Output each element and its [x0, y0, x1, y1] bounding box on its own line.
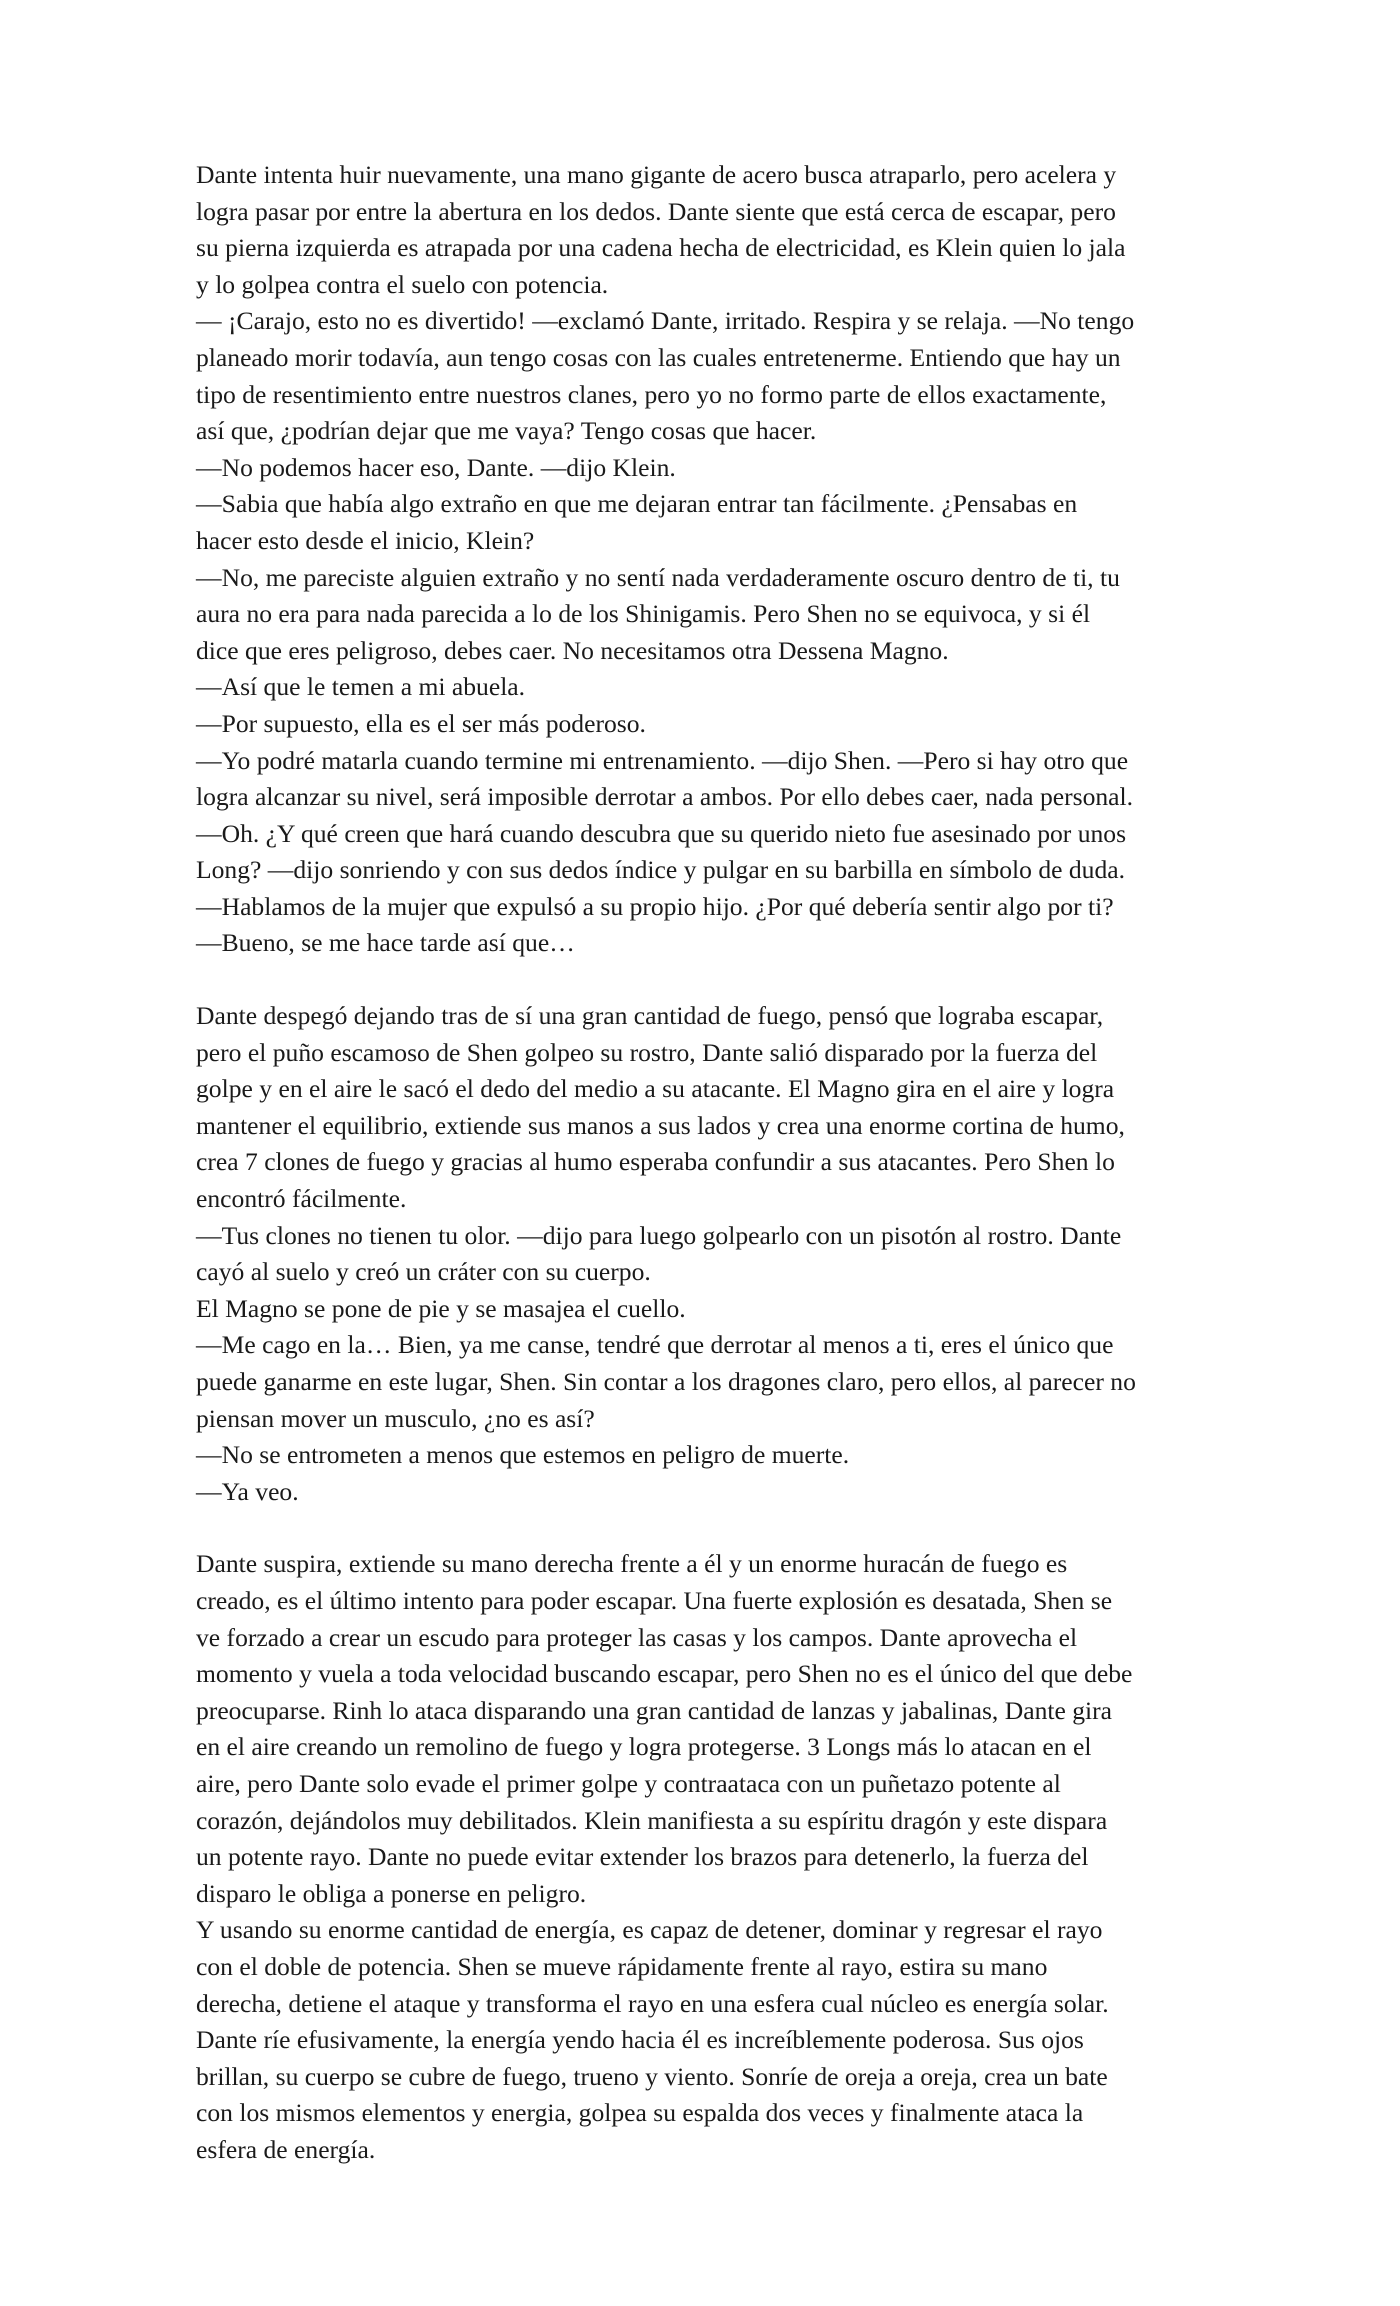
text-line: aura no era para nada parecida a lo de los Shinigamis. Pero Shen no se equivoca, y si él: [196, 599, 1091, 629]
text-line: —No, me pareciste alguien extraño y no sentí nada verdaderamente oscuro dentro de ti, tu: [196, 562, 1120, 592]
text-line: en el aire creando un remolino de fuego y logra protegerse. 3 Longs más lo atacan en el: [196, 1732, 1092, 1762]
text-line: así que, ¿podrían dejar que me vaya? Tengo cosas que hacer.: [196, 416, 817, 446]
text-line: y lo golpea contra el suelo con potencia.: [196, 269, 609, 299]
text-line: —Bueno, se me hace tarde así que…: [196, 928, 575, 958]
text-line: puede ganarme en este lugar, Shen. Sin contar a los dragones claro, pero ellos, al parecer no: [196, 1367, 1136, 1396]
text-line: — ¡Carajo, esto no es divertido! —exclamó Dante, irritado. Respira y se relaja. —No tengo: [196, 306, 1135, 336]
text-line: —Yo podré matarla cuando termine mi entrenamiento. —dijo Shen. —Pero si hay otro que: [196, 745, 1129, 775]
paragraph: [196, 1546, 1226, 1912]
text-line: brillan, su cuerpo se cubre de fuego, trueno y viento. Sonríe de oreja a oreja, crea un bate: [196, 2061, 1108, 2091]
text-line: Dante despegó dejando tras de sí una gran cantidad de fuego, pensó que lograba escapar,: [196, 1001, 1104, 1031]
paragraph: [196, 998, 1226, 1218]
text-line: hacer esto desde el inicio, Klein?: [196, 525, 535, 555]
text-line: dice que eres peligroso, debes caer. No necesitamos otra Dessena Magno.: [196, 635, 949, 665]
text-line: —Me cago en la… Bien, ya me canse, tendré que derrotar al menos a ti, eres el único que: [196, 1330, 1114, 1360]
paragraph: [196, 925, 1226, 962]
paragraph: [196, 1218, 1226, 1291]
text-line: —Así que le temen a mi abuela.: [196, 672, 526, 702]
paragraph: [196, 743, 1226, 816]
text-line: —Sabia que había algo extraño en que me dejaran entrar tan fácilmente. ¿Pensabas en: [196, 489, 1078, 519]
text-line: —Hablamos de la mujer que expulsó a su propio hijo. ¿Por qué debería sentir algo por ti?: [196, 891, 1114, 921]
text-line: Dante suspira, extiende su mano derecha frente a él y un enorme huracán de fuego es: [196, 1549, 1068, 1579]
text-line: pero el puño escamoso de Shen golpeo su rostro, Dante salió disparado por la fuerza del: [196, 1037, 1098, 1067]
text-line: corazón, dejándolos muy debilitados. Klein manifiesta a su espíritu dragón y este dispara: [196, 1805, 1108, 1835]
text-line: logra pasar por entre la abertura en los dedos. Dante siente que está cerca de escapar, pero: [196, 196, 1116, 226]
text-line: Long? —dijo sonriendo y con sus dedos índice y pulgar en su barbilla en símbolo de duda.: [196, 855, 1126, 885]
text-line: tipo de resentimiento entre nuestros clanes, pero yo no formo parte de ellos exactamente,: [196, 379, 1107, 409]
paragraph: [196, 1327, 1226, 1437]
text-line: —No se entrometen a menos que estemos en peligro de muerte.: [196, 1440, 850, 1470]
document-text: [196, 157, 1226, 2168]
text-line: aire, pero Dante solo evade el primer golpe y contraataca con un puñetazo potente al: [196, 1768, 1061, 1798]
text-line: —No podemos hacer eso, Dante. —dijo Klein.: [196, 452, 676, 482]
paragraph: [196, 1474, 1226, 1511]
paragraph: [196, 669, 1226, 706]
paragraph: [196, 889, 1226, 926]
text-line: derecha, detiene el ataque y transforma el rayo en una esfera cual núcleo es energía solar.: [196, 1988, 1109, 2018]
text-line: preocuparse. Rinh lo ataca disparando una gran cantidad de lanzas y jabalinas, Dante gira: [196, 1695, 1113, 1725]
paragraph: [196, 1437, 1226, 1474]
text-line: momento y vuela a toda velocidad buscando escapar, pero Shen no es el único del que debe: [196, 1659, 1133, 1689]
text-line: piensan mover un musculo, ¿no es así?: [196, 1403, 595, 1433]
text-line: —Oh. ¿Y qué creen que hará cuando descubra que su querido nieto fue asesinado por unos: [196, 818, 1127, 848]
paragraph: [196, 486, 1226, 559]
text-line: crea 7 clones de fuego y gracias al humo esperaba confundir a sus atacantes. Pero Shen lo: [196, 1147, 1115, 1177]
text-line: planeado morir todavía, aun tengo cosas con las cuales entretenerme. Entiendo que hay un: [196, 342, 1121, 372]
text-line: con el doble de potencia. Shen se mueve rápidamente frente al rayo, estira su mano: [196, 1951, 1048, 1981]
text-line: su pierna izquierda es atrapada por una cadena hecha de electricidad, es Klein quien lo jala: [196, 233, 1126, 263]
text-line: golpe y en el aire le sacó el dedo del medio a su atacante. El Magno gira en el aire y logra: [196, 1074, 1115, 1104]
text-line: Dante ríe efusivamente, la energía yendo hacia él es increíblemente poderosa. Sus ojos: [196, 2025, 1084, 2055]
text-line: cayó al suelo y creó un cráter con su cuerpo.: [196, 1257, 651, 1287]
paragraph: [196, 560, 1226, 670]
text-line: Y usando su enorme cantidad de energía, es capaz de detener, dominar y regresar el rayo: [196, 1915, 1103, 1945]
text-line: mantener el equilibrio, extiende sus manos a sus lados y crea una enorme cortina de humo,: [196, 1110, 1125, 1140]
paragraph: [196, 450, 1226, 487]
text-line: Dante intenta huir nuevamente, una mano gigante de acero busca atraparlo, pero acelera y: [196, 160, 1117, 189]
text-line: disparo le obliga a ponerse en peligro.: [196, 1878, 587, 1908]
text-line: con los mismos elementos y energia, golpea su espalda dos veces y finalmente ataca la: [196, 2098, 1084, 2128]
text-line: —Ya veo.: [196, 1476, 299, 1506]
text-line: ve forzado a crear un escudo para proteger las casas y los campos. Dante aprovecha el: [196, 1622, 1078, 1652]
paragraph: [196, 157, 1226, 303]
paragraph: [196, 1912, 1226, 2168]
text-line: —Por supuesto, ella es el ser más poderoso.: [196, 708, 646, 738]
paragraph: [196, 1291, 1226, 1328]
text-line: logra alcanzar su nivel, será imposible derrotar a ambos. Por ello debes caer, nada personal.: [196, 782, 1134, 812]
paragraph: [196, 816, 1226, 889]
text-line: esfera de energía.: [196, 2134, 376, 2164]
text-line: creado, es el último intento para poder escapar. Una fuerte explosión es desatada, Shen se: [196, 1585, 1113, 1615]
paragraph: [196, 706, 1226, 743]
paragraph: [196, 303, 1226, 449]
text-line: encontró fácilmente.: [196, 1184, 407, 1214]
text-line: El Magno se pone de pie y se masajea el cuello.: [196, 1293, 686, 1323]
text-line: un potente rayo. Dante no puede evitar extender los brazos para detenerlo, la fuerza del: [196, 1842, 1089, 1872]
text-line: —Tus clones no tienen tu olor. —dijo para luego golpearlo con un pisotón al rostro. Dante: [196, 1220, 1122, 1250]
